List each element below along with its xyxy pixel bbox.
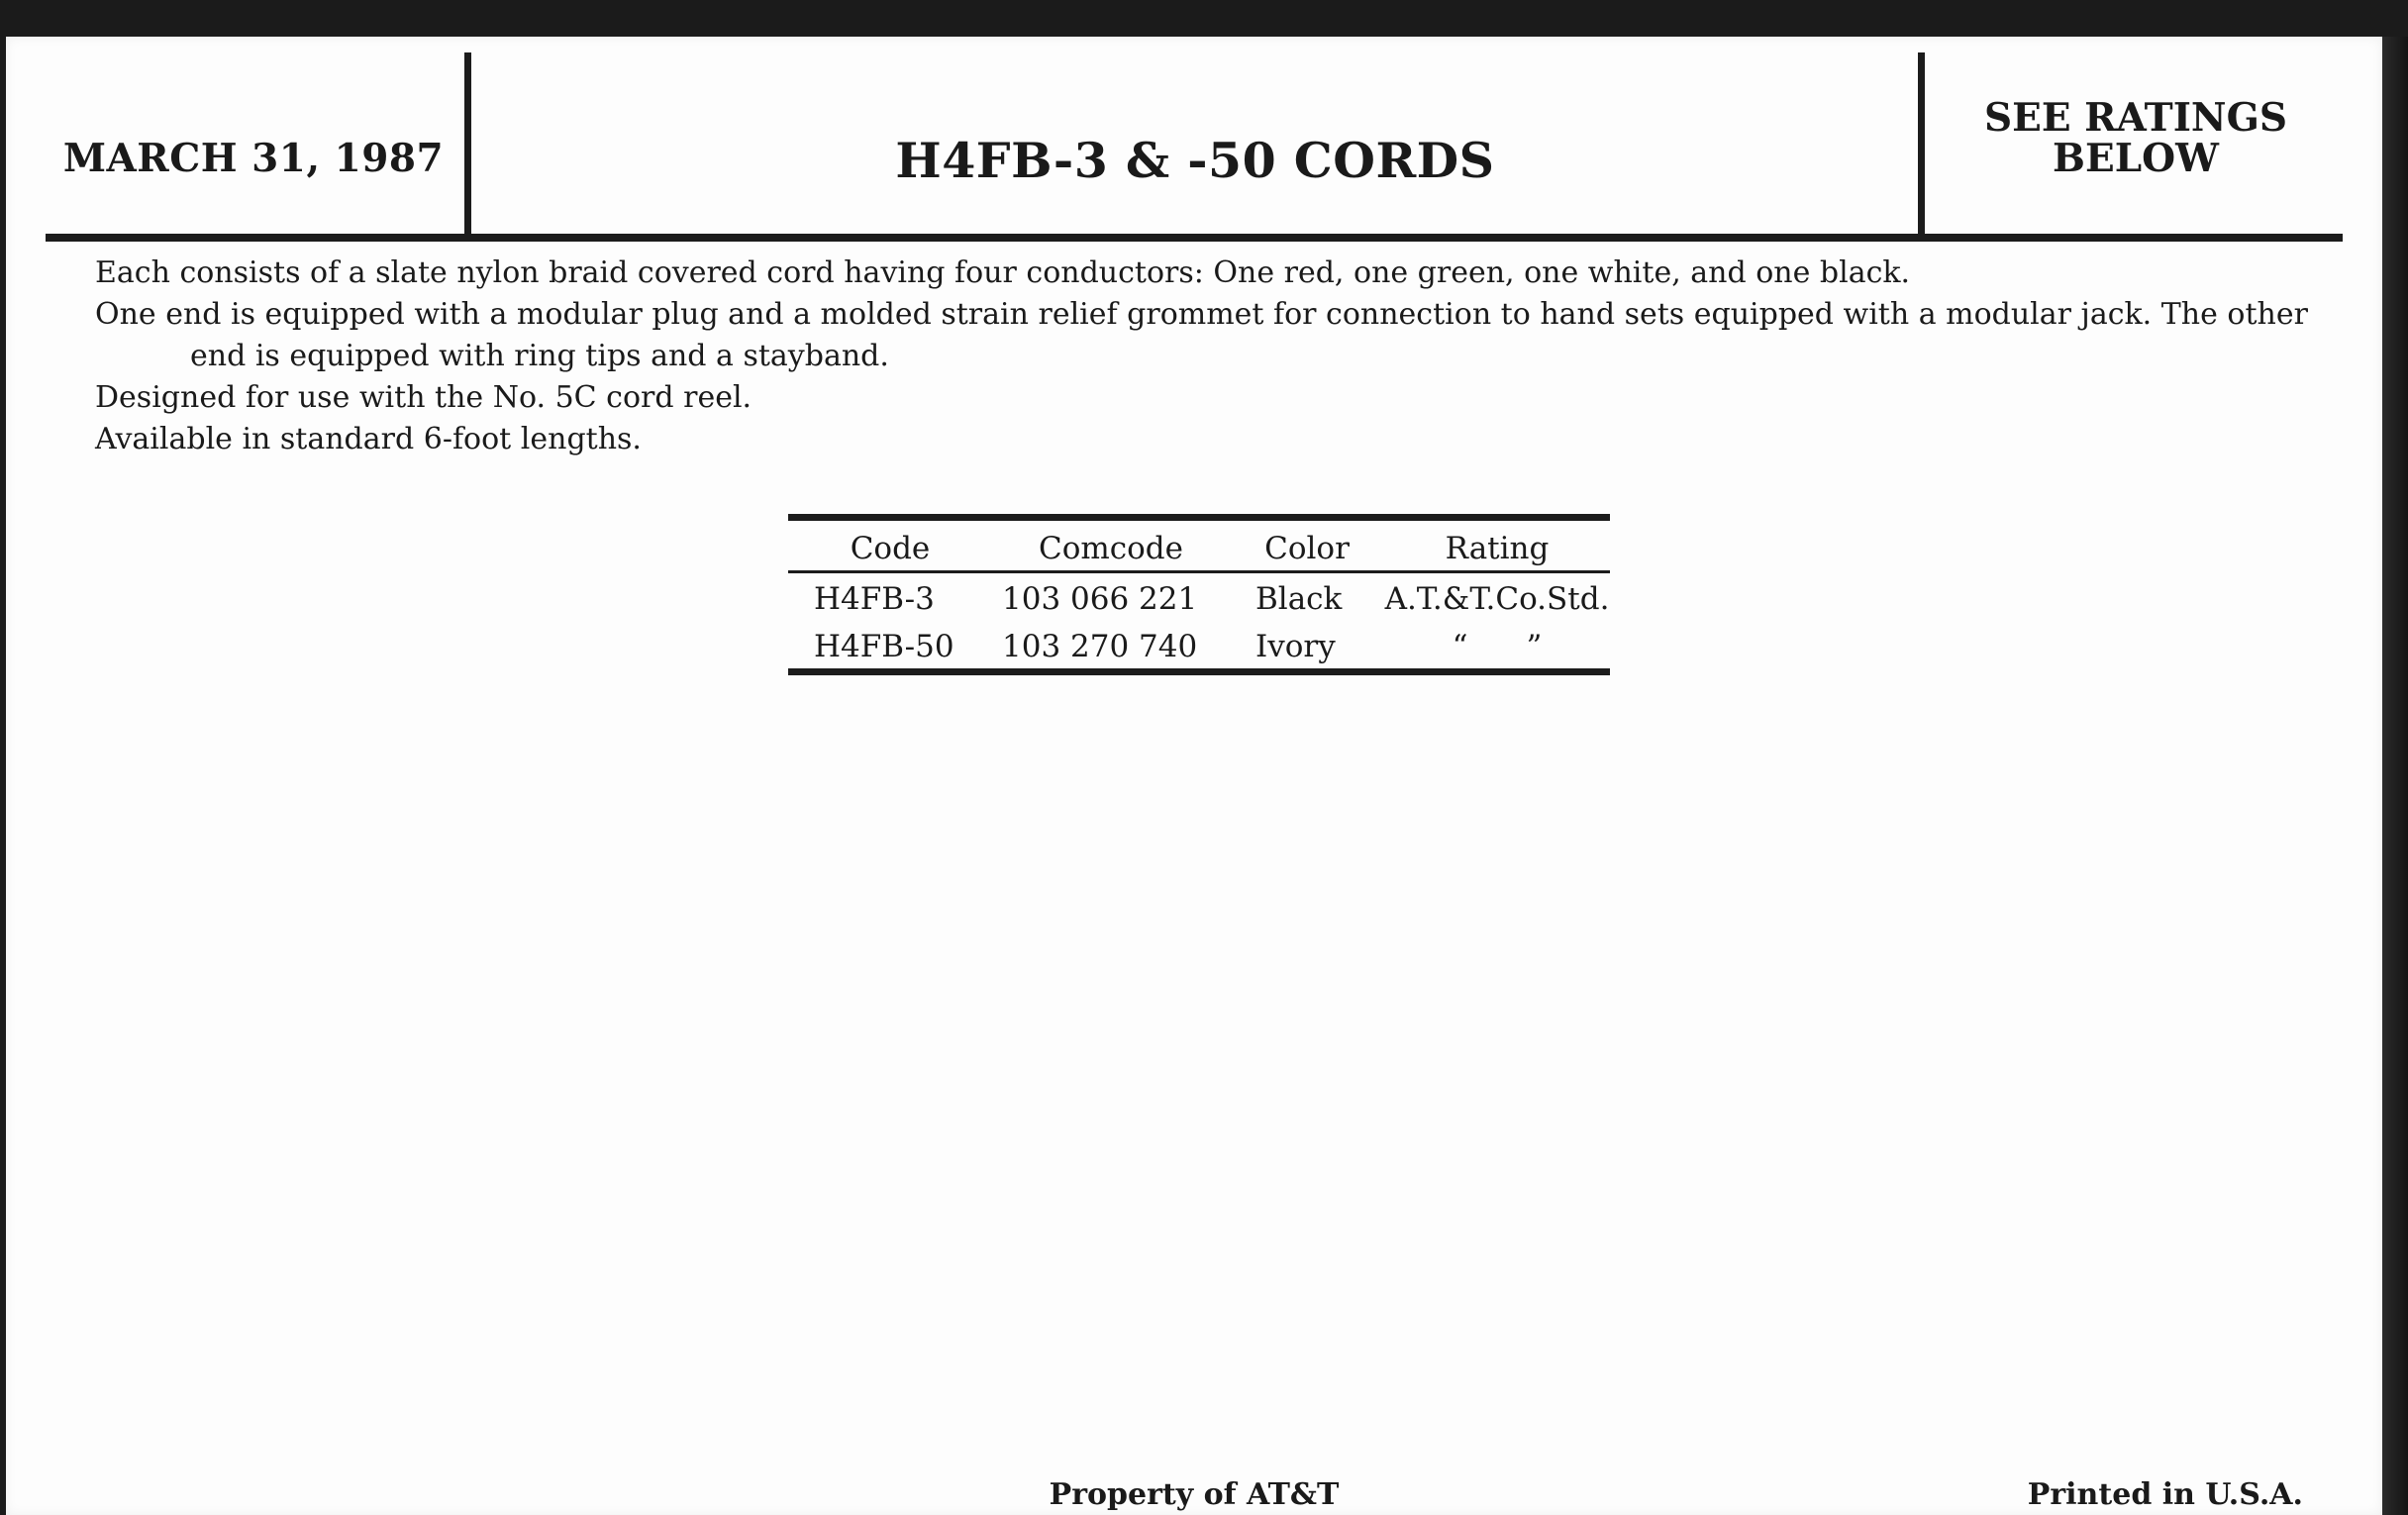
cell-rating: “ ” [1452, 629, 1543, 664]
document-card [6, 37, 2382, 1515]
rating-note-line-2: BELOW [2053, 136, 2219, 181]
cell-code: H4FB-50 [814, 629, 954, 664]
cell-color: Black [1255, 581, 1343, 617]
column-header-comcode: Comcode [992, 518, 1230, 572]
page-title: H4FB-3 & -50 CORDS [895, 132, 1495, 189]
column-header-rating: Rating [1384, 518, 1610, 572]
cell-comcode: 103 270 740 [1002, 629, 1198, 664]
description-line: Designed for use with the No. 5C cord reel. [95, 380, 752, 415]
table-row [788, 621, 1610, 672]
header-date: MARCH 31, 1987 [62, 136, 445, 181]
description-line: Available in standard 6-foot lengths. [95, 422, 642, 456]
rating-note-line-1: SEE RATINGS [1983, 95, 2288, 141]
description-line: Each consists of a slate nylon braid covered cord having four conductors: One red, one green, one white, and one black. [95, 255, 1911, 290]
column-header-code: Code [788, 518, 992, 572]
table-row [788, 572, 1610, 622]
footer-property: Property of AT&T [1049, 1477, 1340, 1512]
column-header-color: Color [1230, 518, 1384, 572]
scan-edge [2382, 37, 2408, 1515]
cell-code: H4FB-3 [814, 581, 935, 617]
footer-printed: Printed in U.S.A. [2027, 1477, 2303, 1512]
spec-table [788, 514, 1610, 675]
table-header-row [788, 518, 1610, 572]
cell-rating: A.T.&T.Co.Std. [1384, 581, 1610, 617]
cell-color: Ivory [1255, 629, 1336, 664]
header-rating-note [1933, 95, 2339, 181]
description [95, 252, 2353, 460]
header-rule [46, 234, 2343, 242]
cell-comcode: 103 066 221 [1002, 581, 1198, 617]
description-line: One end is equipped with a modular plug and a molded strain relief grommet for connection to hand sets equipped with a modular jack. The other end is equipped with ring tips and a stayband. [95, 297, 2308, 373]
